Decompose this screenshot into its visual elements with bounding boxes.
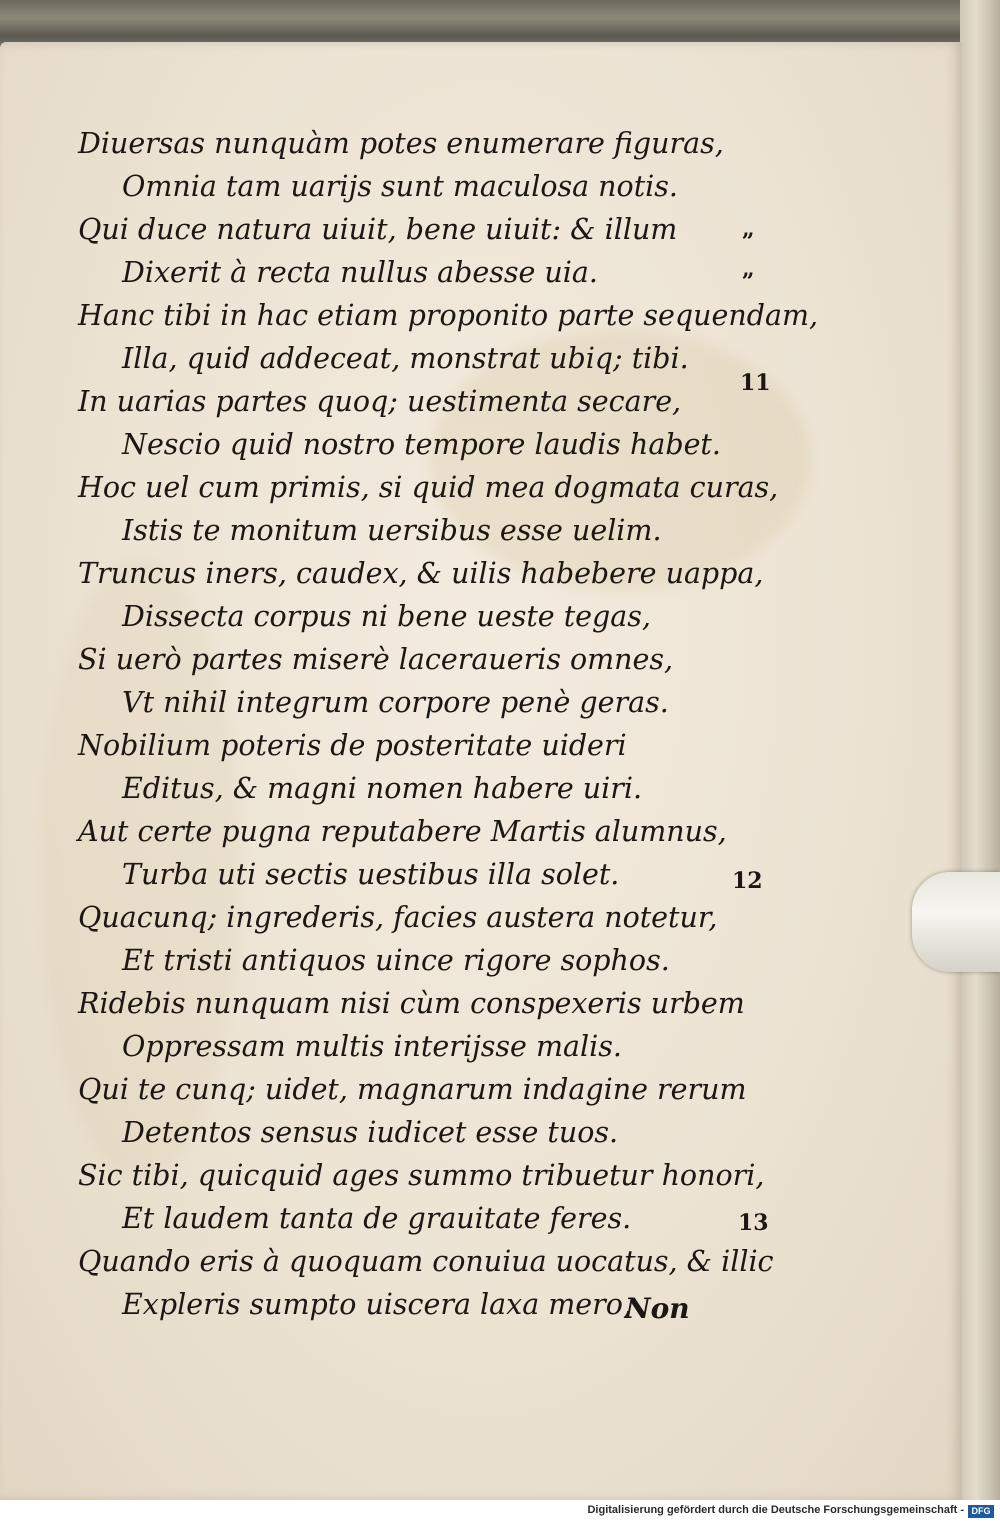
verse-line: Detentos sensus iudicet esse tuos. — [122, 1116, 619, 1149]
verse-line: Dissecta corpus ni bene ueste tegas, — [122, 600, 651, 633]
verse-line: Turba uti sectis uestibus illa solet. — [122, 858, 620, 891]
verse-line: Illa, quid addeceat, monstrat ubiq; tibi. — [122, 342, 689, 375]
dfg-logo: DFG — [968, 1505, 994, 1518]
verse-line: Oppressam multis interijsse malis. — [122, 1030, 622, 1063]
verse-line: Et tristi antiquos uince rigore sophos. — [122, 944, 670, 977]
margin-quote-mark: „ — [742, 216, 755, 242]
verse-line: Nescio quid nostro tempore laudis habet. — [122, 428, 721, 461]
verse-line: Qui te cunq; uidet, magnarum indagine rerum — [78, 1073, 747, 1106]
verse-line: Quando eris à quoquam conuiua uocatus, & illic — [78, 1245, 774, 1278]
verse-line: Omnia tam uarijs sunt maculosa notis. — [122, 170, 678, 203]
verse-line: Ridebis nunquam nisi cùm conspexeris urbem — [78, 987, 745, 1020]
verse-line: Dixerit à recta nullus abesse uia. — [122, 256, 598, 289]
verse-line: Truncus iners, caudex, & uilis habebere uappa, — [78, 557, 764, 590]
verse-line: Si uerò partes miserè laceraueris omnes, — [78, 643, 674, 676]
verse-line: Et laudem tanta de grauitate feres. — [122, 1202, 632, 1235]
margin-quote-mark: „ — [742, 256, 755, 282]
verse-line: Vt nihil integrum corpore penè geras. — [122, 686, 669, 719]
verse-line: Nobilium poteris de posteritate uideri — [78, 729, 627, 762]
verse-line: Qui duce natura uiuit, bene uiuit: & illum — [78, 213, 678, 246]
verse-line: In uarias partes quoq; uestimenta secare, — [78, 385, 682, 418]
digitization-footer — [0, 1500, 1000, 1523]
verse-line: Diuersas nunquàm potes enumerare figuras, — [78, 127, 724, 160]
margin-number: 11 — [740, 370, 771, 396]
verse-line: Editus, & magni nomen habere uiri. — [122, 772, 643, 805]
verse-line: Hanc tibi in hac etiam proponito parte sequendam, — [78, 299, 819, 332]
margin-number: 13 — [738, 1210, 769, 1236]
verse-line: Istis te monitum uersibus esse uelim. — [122, 514, 662, 547]
verse-line: Sic tibi, quicquid ages summo tribuetur honori, — [78, 1159, 765, 1192]
verse-line: Aut certe pugna reputabere Martis alumnus, — [78, 815, 727, 848]
verse-line: Expleris sumpto uiscera laxa mero, — [122, 1288, 633, 1321]
catchword: Non — [625, 1292, 690, 1325]
verse-line: Hoc uel cum primis, si quid mea dogmata curas, — [78, 471, 779, 504]
funding-credit: Digitalisierung gefördert durch die Deutsche Forschungsgemeinschaft - — [587, 1504, 964, 1516]
verse-line: Quacunq; ingrederis, facies austera notetur, — [78, 901, 718, 934]
margin-number: 12 — [732, 868, 763, 894]
